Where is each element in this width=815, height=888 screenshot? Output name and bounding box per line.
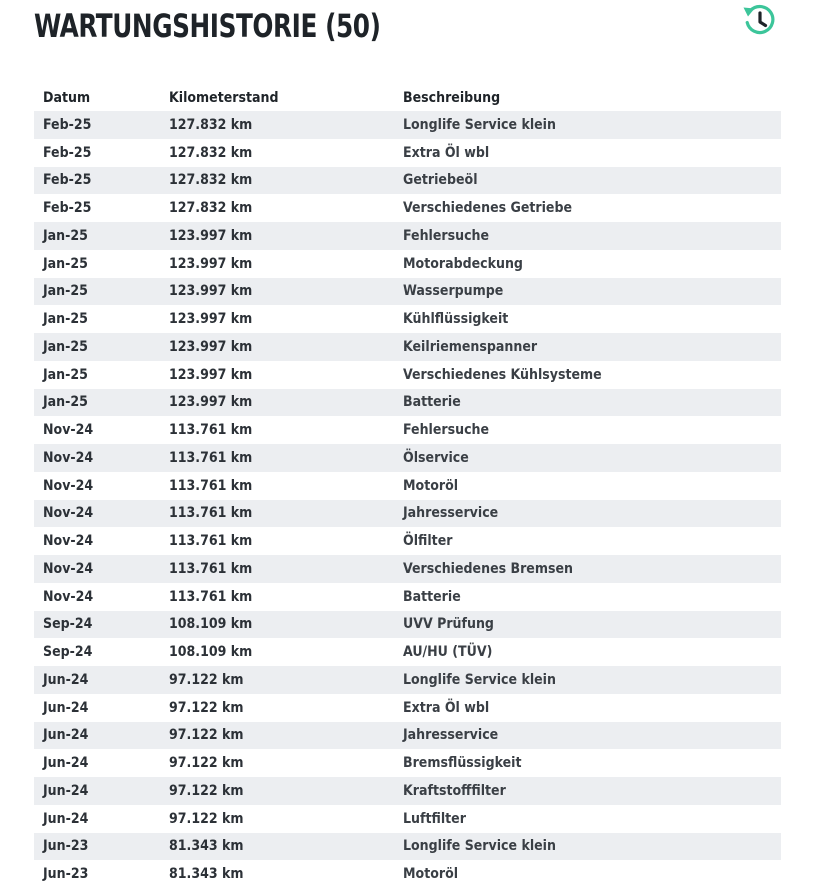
table-row xyxy=(34,278,781,306)
cell-description: Extra Öl wbl xyxy=(394,694,781,722)
cell-description: Keilriemenspanner xyxy=(394,333,781,361)
cell-date: Jun-24 xyxy=(34,722,160,750)
table-row xyxy=(34,805,781,833)
table-row xyxy=(34,167,781,195)
cell-km: 81.343 km xyxy=(160,833,394,861)
cell-description: Batterie xyxy=(394,583,781,611)
cell-date: Jun-24 xyxy=(34,805,160,833)
cell-description: Extra Öl wbl xyxy=(394,139,781,167)
column-header-km: Kilometerstand xyxy=(169,90,279,106)
cell-date: Jun-24 xyxy=(34,666,160,694)
table-row xyxy=(34,305,781,333)
table-row xyxy=(34,833,781,861)
cell-date: Jan-25 xyxy=(34,305,160,333)
history-button[interactable] xyxy=(740,2,778,38)
cell-description: Fehlersuche xyxy=(394,222,781,250)
cell-date: Jun-23 xyxy=(34,833,160,861)
table-row xyxy=(34,111,781,139)
table-row xyxy=(34,694,781,722)
cell-km: 113.761 km xyxy=(160,416,394,444)
cell-km: 113.761 km xyxy=(160,527,394,555)
cell-km: 113.761 km xyxy=(160,500,394,528)
table-row xyxy=(34,555,781,583)
cell-date: Nov-24 xyxy=(34,472,160,500)
cell-km: 97.122 km xyxy=(160,694,394,722)
cell-km: 113.761 km xyxy=(160,444,394,472)
cell-date: Nov-24 xyxy=(34,416,160,444)
cell-date: Feb-25 xyxy=(34,194,160,222)
cell-km: 127.832 km xyxy=(160,111,394,139)
table-row xyxy=(34,722,781,750)
cell-date: Jan-25 xyxy=(34,333,160,361)
table-header-row xyxy=(34,85,781,111)
table-row xyxy=(34,749,781,777)
cell-description: Ölfilter xyxy=(394,527,781,555)
cell-description: Wasserpumpe xyxy=(394,278,781,306)
table-row xyxy=(34,860,781,888)
cell-description: Luftfilter xyxy=(394,805,781,833)
table-row xyxy=(34,222,781,250)
cell-description: Verschiedenes Bremsen xyxy=(394,555,781,583)
cell-km: 97.122 km xyxy=(160,722,394,750)
cell-km: 123.997 km xyxy=(160,333,394,361)
table-row xyxy=(34,611,781,639)
table-row xyxy=(34,472,781,500)
cell-date: Jun-24 xyxy=(34,777,160,805)
cell-date: Jan-25 xyxy=(34,222,160,250)
cell-date: Jan-25 xyxy=(34,250,160,278)
table-row xyxy=(34,194,781,222)
history-clock-icon xyxy=(740,2,778,38)
cell-description: UVV Prüfung xyxy=(394,611,781,639)
table-row xyxy=(34,583,781,611)
table-row xyxy=(34,250,781,278)
cell-km: 108.109 km xyxy=(160,638,394,666)
cell-date: Sep-24 xyxy=(34,611,160,639)
cell-km: 127.832 km xyxy=(160,139,394,167)
cell-description: Motoröl xyxy=(394,472,781,500)
cell-description: Motoröl xyxy=(394,860,781,888)
cell-date: Feb-25 xyxy=(34,111,160,139)
cell-km: 97.122 km xyxy=(160,749,394,777)
cell-km: 113.761 km xyxy=(160,472,394,500)
cell-description: Getriebeöl xyxy=(394,167,781,195)
cell-km: 123.997 km xyxy=(160,305,394,333)
cell-km: 97.122 km xyxy=(160,777,394,805)
table-row xyxy=(34,777,781,805)
cell-date: Nov-24 xyxy=(34,583,160,611)
cell-date: Nov-24 xyxy=(34,500,160,528)
cell-description: Motorabdeckung xyxy=(394,250,781,278)
cell-date: Nov-24 xyxy=(34,527,160,555)
cell-description: Ölservice xyxy=(394,444,781,472)
page-title: WARTUNGSHISTORIE (50) xyxy=(34,7,381,45)
cell-description: Bremsflüssigkeit xyxy=(394,749,781,777)
cell-description: Verschiedenes Kühlsysteme xyxy=(394,361,781,389)
cell-date: Feb-25 xyxy=(34,167,160,195)
table-row xyxy=(34,638,781,666)
cell-km: 123.997 km xyxy=(160,278,394,306)
cell-km: 123.997 km xyxy=(160,250,394,278)
cell-description: Jahresservice xyxy=(394,500,781,528)
cell-date: Jun-23 xyxy=(34,860,160,888)
column-header-date: Datum xyxy=(43,90,91,106)
cell-date: Sep-24 xyxy=(34,638,160,666)
cell-date: Jan-25 xyxy=(34,389,160,417)
cell-date: Nov-24 xyxy=(34,444,160,472)
cell-date: Jan-25 xyxy=(34,278,160,306)
cell-description: Kühlflüssigkeit xyxy=(394,305,781,333)
table-row xyxy=(34,527,781,555)
cell-km: 108.109 km xyxy=(160,611,394,639)
cell-date: Jan-25 xyxy=(34,361,160,389)
cell-description: Longlife Service klein xyxy=(394,833,781,861)
column-header-description: Beschreibung xyxy=(403,90,501,106)
table-row xyxy=(34,416,781,444)
cell-description: Kraftstofffilter xyxy=(394,777,781,805)
cell-date: Feb-25 xyxy=(34,139,160,167)
cell-km: 97.122 km xyxy=(160,666,394,694)
cell-description: Verschiedenes Getriebe xyxy=(394,194,781,222)
table-row xyxy=(34,666,781,694)
cell-description: Fehlersuche xyxy=(394,416,781,444)
cell-km: 123.997 km xyxy=(160,389,394,417)
cell-date: Nov-24 xyxy=(34,555,160,583)
cell-description: AU/HU (TÜV) xyxy=(394,638,781,666)
table-row xyxy=(34,444,781,472)
cell-description: Batterie xyxy=(394,389,781,417)
table-row xyxy=(34,500,781,528)
cell-date: Jun-24 xyxy=(34,749,160,777)
cell-km: 97.122 km xyxy=(160,805,394,833)
table-row xyxy=(34,389,781,417)
cell-description: Jahresservice xyxy=(394,722,781,750)
cell-description: Longlife Service klein xyxy=(394,111,781,139)
table-row xyxy=(34,333,781,361)
table-body xyxy=(34,111,781,888)
cell-description: Longlife Service klein xyxy=(394,666,781,694)
cell-km: 123.997 km xyxy=(160,222,394,250)
cell-km: 113.761 km xyxy=(160,583,394,611)
cell-km: 127.832 km xyxy=(160,194,394,222)
table-row xyxy=(34,361,781,389)
cell-km: 127.832 km xyxy=(160,167,394,195)
cell-km: 81.343 km xyxy=(160,860,394,888)
cell-date: Jun-24 xyxy=(34,694,160,722)
cell-km: 113.761 km xyxy=(160,555,394,583)
maintenance-history-table xyxy=(34,85,781,888)
cell-km: 123.997 km xyxy=(160,361,394,389)
table-row xyxy=(34,139,781,167)
